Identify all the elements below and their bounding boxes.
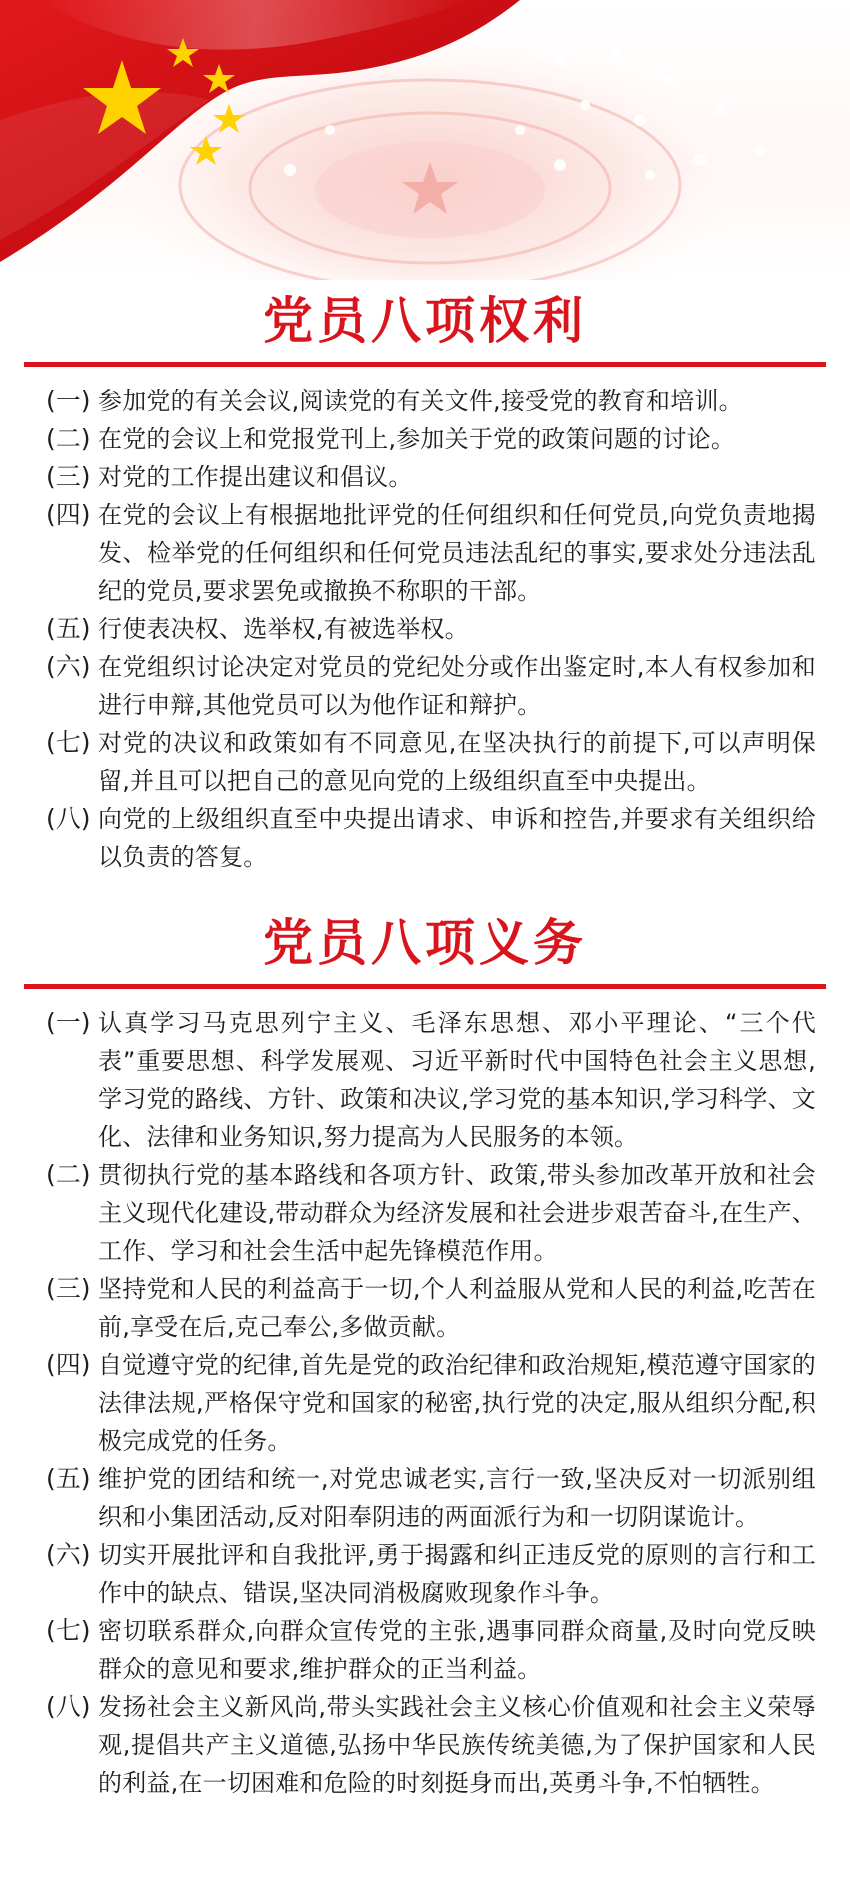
item-text: 坚持党和人民的利益高于一切,个人利益服从党和人民的利益,吃苦在前,享受在后,克己奉公,多做贡献。 <box>98 1275 816 1341</box>
item-text: 在党的会议上有根据地批评党的任何组织和任何党员,向党负责地揭发、检举党的任何组织和任何党员违法乱纪的事实,要求处分违法乱纪的党员,要求罢免或撤换不称职的干部。 <box>98 501 816 605</box>
item-text: 对党的决议和政策如有不同意见,在坚决执行的前提下,可以声明保留,并且可以把自己的意见向党的上级组织直至中央提出。 <box>98 729 816 795</box>
item-number: (二) <box>46 424 91 453</box>
rights-item-3 <box>46 458 816 496</box>
item-text: 参加党的有关会议,阅读党的有关文件,接受党的教育和培训。 <box>98 387 743 415</box>
rights-item-5 <box>46 610 816 648</box>
item-text: 向党的上级组织直至中央提出请求、申诉和控告,并要求有关组织给以负责的答复。 <box>98 805 816 871</box>
item-number: (七) <box>46 728 91 757</box>
item-text: 认真学习马克思列宁主义、毛泽东思想、邓小平理论、“三个代表”重要思想、科学发展观、习近平新时代中国特色社会主义思想,学习党的路线、方针、政策和决议,学习党的基本知识,学习科学、文化、法律和业务知识,努力提高为人民服务的本领。 <box>98 1009 816 1151</box>
item-number: (四) <box>46 1350 91 1379</box>
duties-item-1 <box>46 1004 816 1156</box>
duties-title: 党员八项义务 <box>263 914 587 972</box>
item-number: (六) <box>46 652 91 681</box>
item-number: (二) <box>46 1160 91 1189</box>
item-number: (五) <box>46 1464 91 1493</box>
header-banner <box>0 0 850 280</box>
rights-item-7 <box>46 724 816 800</box>
rights-item-1 <box>46 382 816 420</box>
item-number: (六) <box>46 1540 91 1569</box>
item-number: (七) <box>46 1616 91 1645</box>
item-number: (四) <box>46 500 91 529</box>
item-number: (三) <box>46 1274 91 1303</box>
item-number: (三) <box>46 462 91 491</box>
item-text: 发扬社会主义新风尚,带头实践社会主义核心价值观和社会主义荣辱观,提倡共产主义道德,弘扬中华民族传统美德,为了保护国家和人民的利益,在一切困难和危险的时刻挺身而出,英勇斗争,不怕牺牲。 <box>98 1693 816 1797</box>
item-number: (一) <box>46 386 91 415</box>
item-text: 切实开展批评和自我批评,勇于揭露和纠正违反党的原则的言行和工作中的缺点、错误,坚决同消极腐败现象作斗争。 <box>98 1541 816 1607</box>
item-text: 贯彻执行党的基本路线和各项方针、政策,带头参加改革开放和社会主义现代化建设,带动群众为经济发展和社会进步艰苦奋斗,在生产、工作、学习和社会生活中起先锋模范作用。 <box>98 1161 816 1265</box>
duties-item-2 <box>46 1156 816 1270</box>
item-text: 在党组织讨论决定对党员的党纪处分或作出鉴定时,本人有权参加和进行申辩,其他党员可以为他作证和辩护。 <box>98 653 816 719</box>
duties-item-6 <box>46 1536 816 1612</box>
rights-item-6 <box>46 648 816 724</box>
item-text: 维护党的团结和统一,对党忠诚老实,言行一致,坚决反对一切派别组织和小集团活动,反对阳奉阴违的两面派行为和一切阴谋诡计。 <box>98 1465 816 1531</box>
item-text: 密切联系群众,向群众宣传党的主张,遇事同群众商量,及时向党反映群众的意见和要求,维护群众的正当利益。 <box>98 1617 816 1683</box>
item-number: (五) <box>46 614 91 643</box>
item-number: (八) <box>46 1692 91 1721</box>
item-number: (八) <box>46 804 91 833</box>
duties-item-7 <box>46 1612 816 1688</box>
item-text: 行使表决权、选举权,有被选举权。 <box>98 615 469 643</box>
flag-banner-illustration <box>0 0 850 280</box>
rights-item-4 <box>46 496 816 610</box>
duties-item-3 <box>46 1270 816 1346</box>
rights-item-2 <box>46 420 816 458</box>
item-text: 自觉遵守党的纪律,首先是党的政治纪律和政治规矩,模范遵守国家的法律法规,严格保守党和国家的秘密,执行党的决定,服从组织分配,积极完成党的任务。 <box>98 1351 816 1455</box>
item-text: 对党的工作提出建议和倡议。 <box>98 463 413 491</box>
duties-item-8 <box>46 1688 816 1802</box>
rights-title: 党员八项权利 <box>263 292 587 350</box>
item-number: (一) <box>46 1008 91 1037</box>
rights-item-8 <box>46 800 816 876</box>
item-text: 在党的会议上和党报党刊上,参加关于党的政策问题的讨论。 <box>98 425 736 453</box>
duties-item-4 <box>46 1346 816 1460</box>
duties-item-5 <box>46 1460 816 1536</box>
rights-title-divider <box>24 362 826 367</box>
duties-title-divider <box>24 984 826 989</box>
